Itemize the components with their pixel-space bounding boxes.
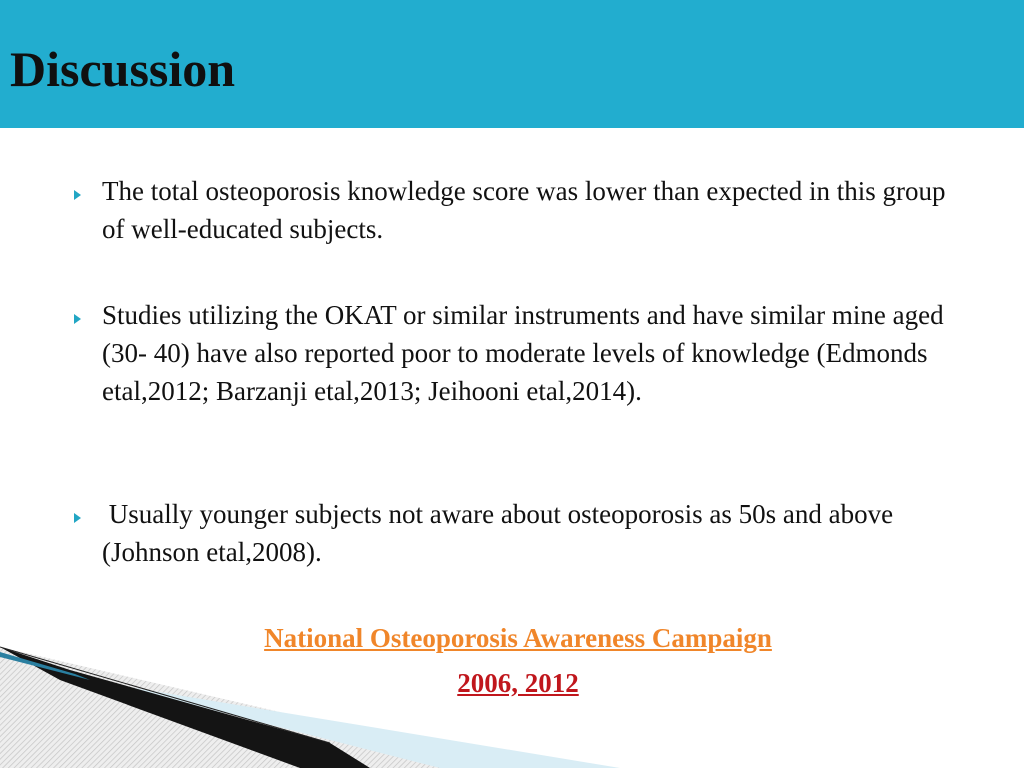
corner-decoration: [0, 640, 620, 768]
campaign-years-link[interactable]: 2006, 2012: [457, 668, 579, 698]
campaign-link[interactable]: National Osteoporosis Awareness Campaign: [264, 623, 772, 653]
bullet-arrow-icon: [74, 513, 81, 523]
bullet-text: Studies utilizing the OKAT or similar instruments and have similar mine aged (30- 40) have also reported poor to moderate levels of knowledge (Edmonds etal,2012; Barzanji etal,2013; Jeihooni etal,2014).: [102, 300, 951, 406]
slide-title: Discussion: [10, 41, 236, 97]
bullet-arrow-icon: [74, 190, 81, 200]
bullet-text: Usually younger subjects not aware about osteoporosis as 50s and above (Johnson etal,2008).: [102, 499, 907, 567]
bullet-arrow-icon: [74, 314, 81, 324]
bullet-text: The total osteoporosis knowledge score was lower than expected in this group of well-educated subjects.: [102, 176, 953, 244]
